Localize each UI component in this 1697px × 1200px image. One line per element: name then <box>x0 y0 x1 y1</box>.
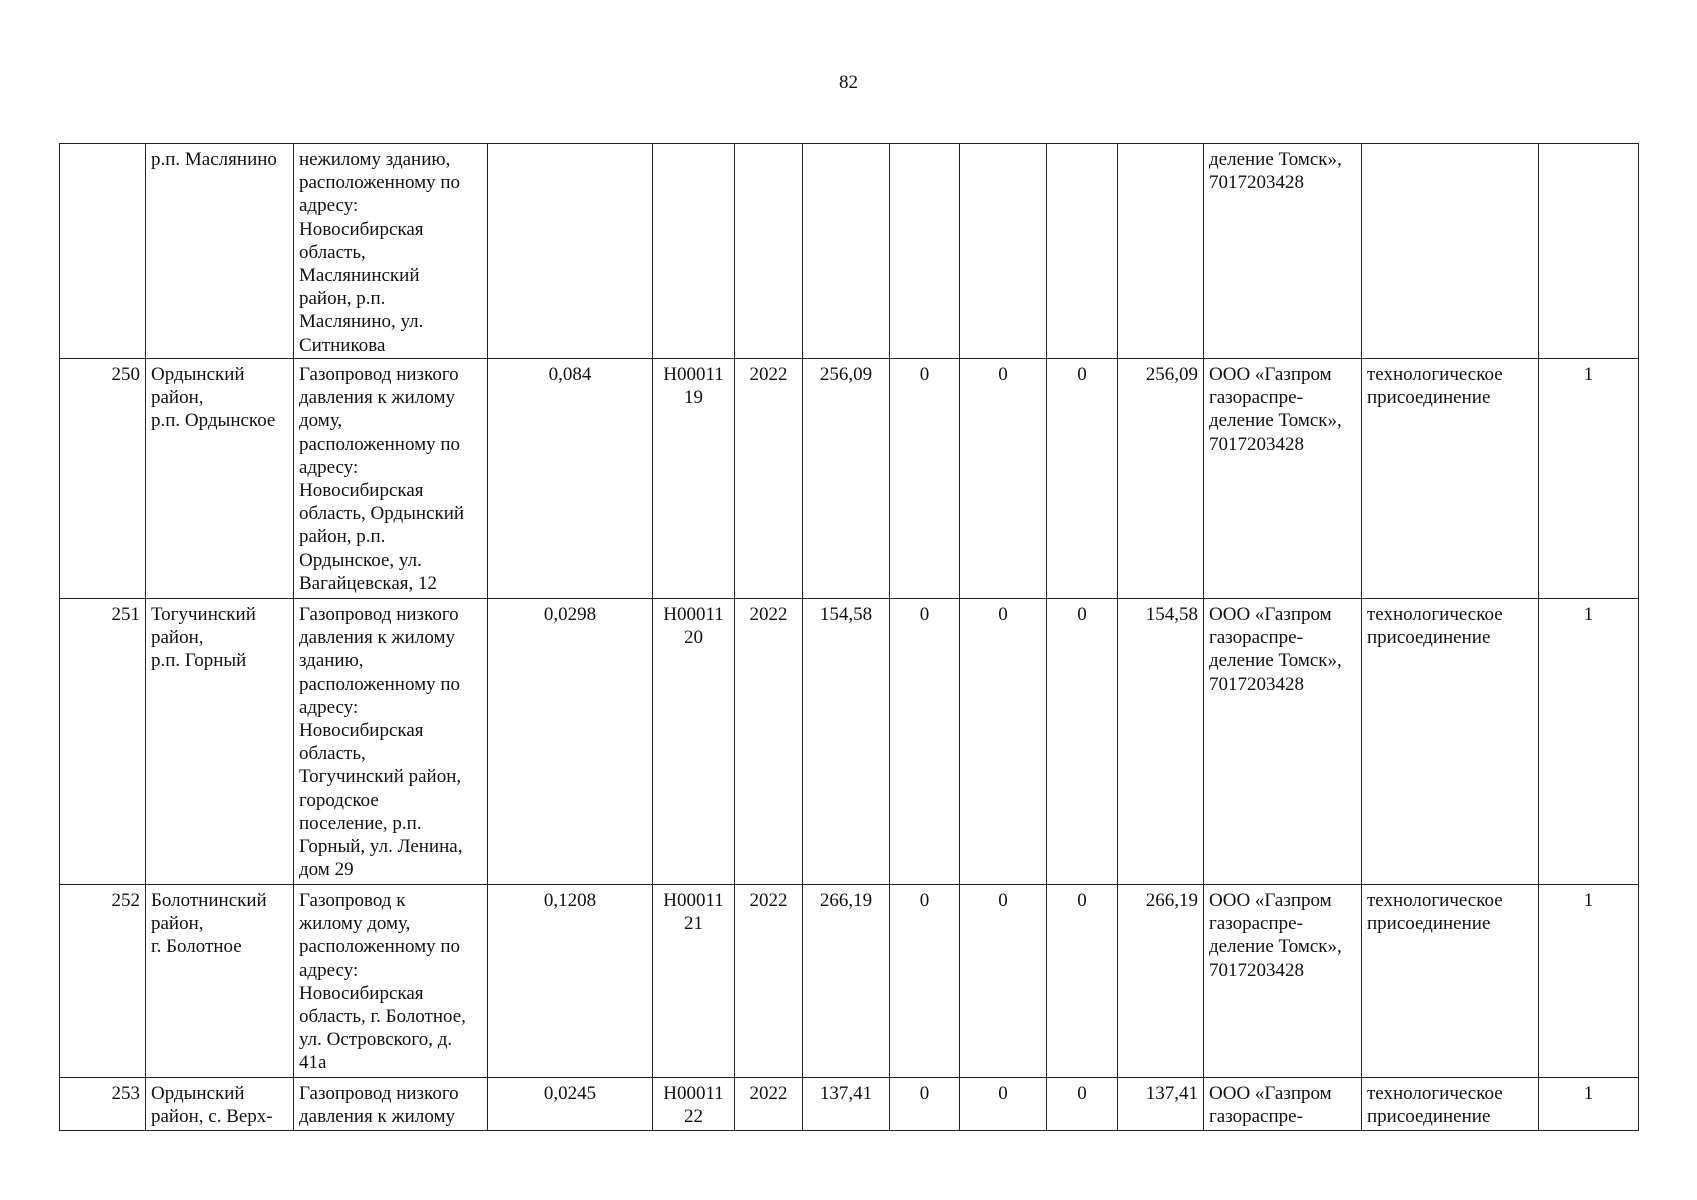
table-row <box>60 599 1639 885</box>
value-cell-1: 0 <box>890 1078 960 1131</box>
organization-cell: ООО «Газпром газораспре- деление Томск», 7017203428 <box>1204 359 1362 599</box>
table-row <box>60 144 1639 359</box>
length-cell: 0,1208 <box>488 885 653 1078</box>
value-cell-4: 154,58 <box>1118 599 1204 885</box>
code-cell: Н00011 21 <box>653 885 735 1078</box>
value-cell-1 <box>890 144 960 359</box>
district-cell: Ордынский район, р.п. Ордынское <box>146 359 294 599</box>
purpose-cell <box>1362 144 1539 359</box>
district-cell: Болотнинский район, г. Болотное <box>146 885 294 1078</box>
value-cell-3: 0 <box>1047 359 1118 599</box>
count-cell: 1 <box>1539 1078 1639 1131</box>
year-cell: 2022 <box>735 359 803 599</box>
organization-cell: ООО «Газпром газораспре- деление Томск», 7017203428 <box>1204 599 1362 885</box>
object-cell: нежилому зданию, расположенному по адресу: Новосибирская область, Маслянинский район, р.п. Маслянино, ул. Ситникова <box>294 144 488 359</box>
district-cell: Тогучинский район, р.п. Горный <box>146 599 294 885</box>
row-number: 252 <box>60 885 146 1078</box>
code-cell: Н00011 22 <box>653 1078 735 1131</box>
count-cell <box>1539 144 1639 359</box>
value-cell-4: 266,19 <box>1118 885 1204 1078</box>
district-cell: Ордынский район, с. Верх- <box>146 1078 294 1131</box>
object-cell: Газопровод низкого давления к жилому дому, расположенному по адресу: Новосибирская область, Ордынский район, р.п. Ордынское, ул. Вагайцевская, 12 <box>294 359 488 599</box>
total-cell: 266,19 <box>803 885 890 1078</box>
value-cell-3: 0 <box>1047 885 1118 1078</box>
page-number: 82 <box>839 72 858 93</box>
organization-cell: ООО «Газпром газораспре- <box>1204 1078 1362 1131</box>
value-cell-4: 137,41 <box>1118 1078 1204 1131</box>
count-cell: 1 <box>1539 885 1639 1078</box>
count-cell: 1 <box>1539 359 1639 599</box>
value-cell-1: 0 <box>890 885 960 1078</box>
purpose-cell: технологическое присоединение <box>1362 359 1539 599</box>
value-cell-2: 0 <box>960 1078 1047 1131</box>
purpose-cell: технологическое присоединение <box>1362 885 1539 1078</box>
year-cell <box>735 144 803 359</box>
purpose-cell: технологическое присоединение <box>1362 599 1539 885</box>
length-cell: 0,0298 <box>488 599 653 885</box>
value-cell-3: 0 <box>1047 599 1118 885</box>
value-cell-1: 0 <box>890 599 960 885</box>
value-cell-2: 0 <box>960 599 1047 885</box>
organization-cell: деление Томск», 7017203428 <box>1204 144 1362 359</box>
value-cell-4 <box>1118 144 1204 359</box>
year-cell: 2022 <box>735 1078 803 1131</box>
total-cell <box>803 144 890 359</box>
length-cell: 0,084 <box>488 359 653 599</box>
purpose-cell: технологическое присоединение <box>1362 1078 1539 1131</box>
value-cell-1: 0 <box>890 359 960 599</box>
total-cell: 154,58 <box>803 599 890 885</box>
registry-table <box>59 143 1639 1131</box>
object-cell: Газопровод к жилому дому, расположенному по адресу: Новосибирская область, г. Болотное, ул. Островского, д. 41а <box>294 885 488 1078</box>
value-cell-4: 256,09 <box>1118 359 1204 599</box>
value-cell-3 <box>1047 144 1118 359</box>
count-cell: 1 <box>1539 599 1639 885</box>
district-cell: р.п. Маслянино <box>146 144 294 359</box>
table-row <box>60 1078 1639 1131</box>
object-cell: Газопровод низкого давления к жилому зданию, расположенному по адресу: Новосибирская область, Тогучинский район, городское поселение, р.п. Горный, ул. Ленина, дом 29 <box>294 599 488 885</box>
length-cell: 0,0245 <box>488 1078 653 1131</box>
code-cell: Н00011 20 <box>653 599 735 885</box>
table-row <box>60 359 1639 599</box>
year-cell: 2022 <box>735 885 803 1078</box>
length-cell <box>488 144 653 359</box>
value-cell-2: 0 <box>960 885 1047 1078</box>
table-row <box>60 885 1639 1078</box>
value-cell-3: 0 <box>1047 1078 1118 1131</box>
year-cell: 2022 <box>735 599 803 885</box>
row-number: 251 <box>60 599 146 885</box>
total-cell: 137,41 <box>803 1078 890 1131</box>
total-cell: 256,09 <box>803 359 890 599</box>
code-cell <box>653 144 735 359</box>
value-cell-2: 0 <box>960 359 1047 599</box>
row-number <box>60 144 146 359</box>
value-cell-2 <box>960 144 1047 359</box>
object-cell: Газопровод низкого давления к жилому <box>294 1078 488 1131</box>
organization-cell: ООО «Газпром газораспре- деление Томск», 7017203428 <box>1204 885 1362 1078</box>
code-cell: Н00011 19 <box>653 359 735 599</box>
row-number: 253 <box>60 1078 146 1131</box>
row-number: 250 <box>60 359 146 599</box>
